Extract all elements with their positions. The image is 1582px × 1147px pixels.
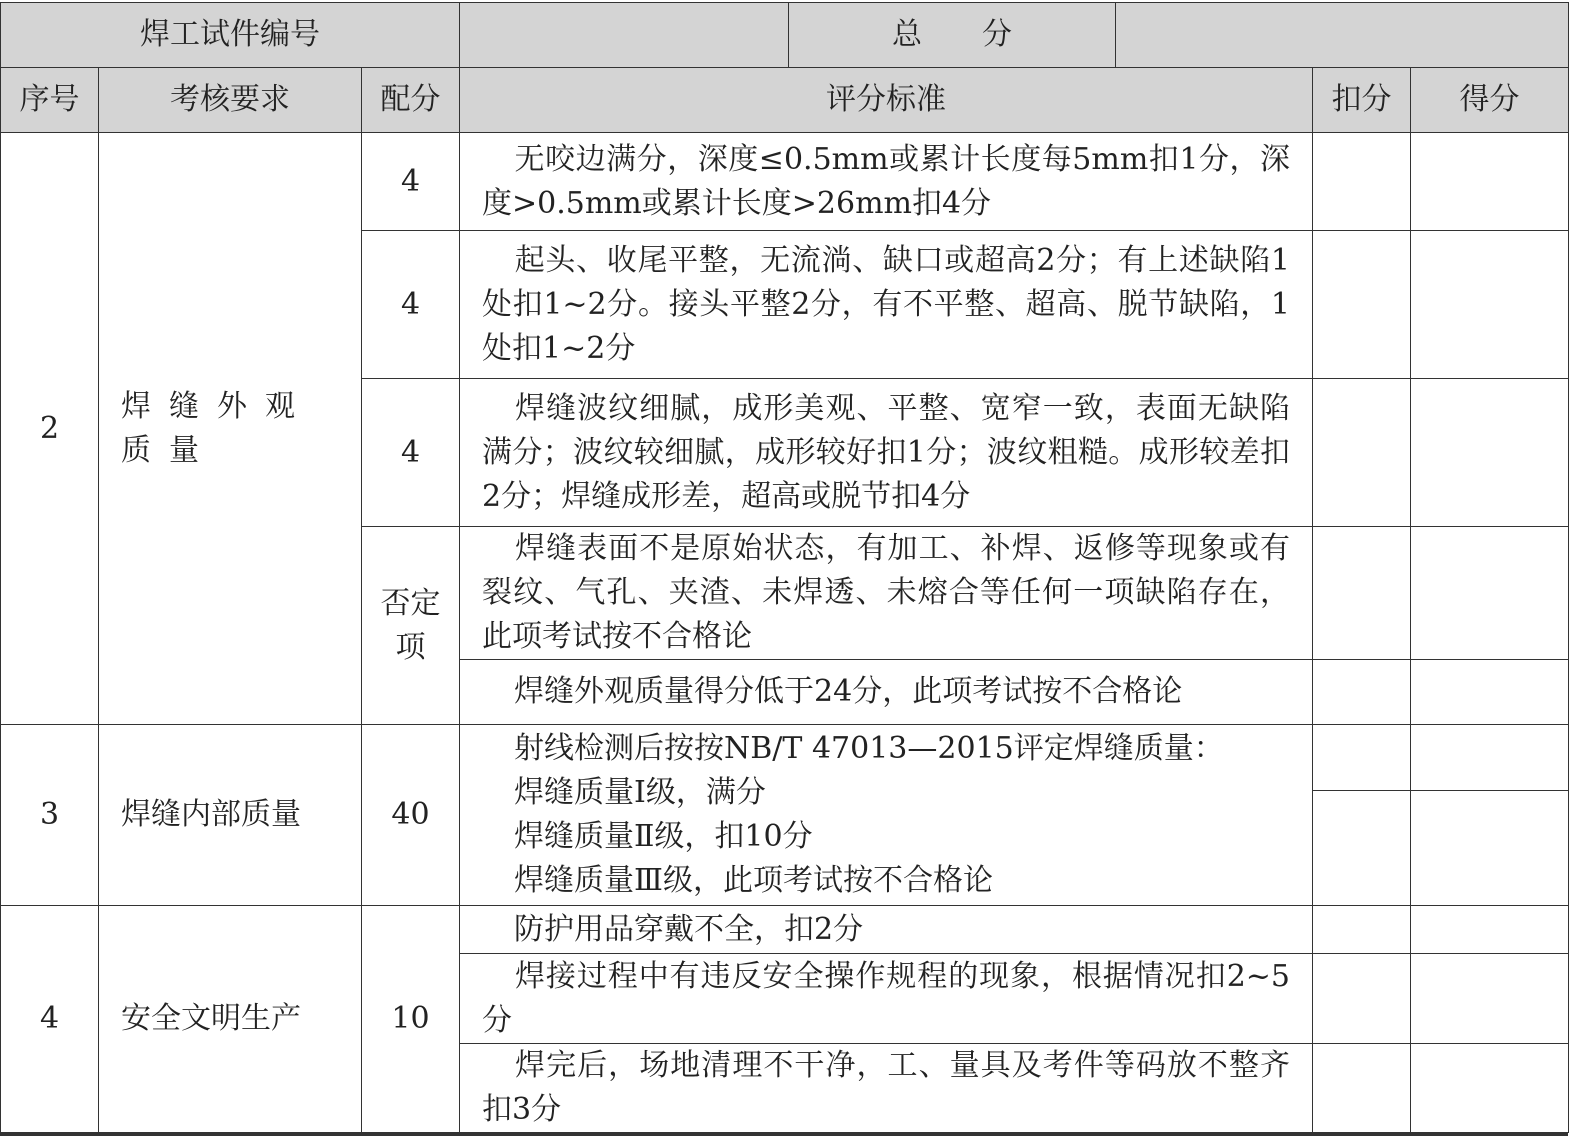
points-cell: 否定项 xyxy=(362,527,460,725)
requirement-text: 焊缝外观质量 xyxy=(121,388,313,468)
deduct-input[interactable] xyxy=(1313,1044,1411,1133)
col-header-seq: 序号 xyxy=(1,68,99,133)
criteria-cell xyxy=(460,1044,1313,1133)
bottom-rule xyxy=(0,1133,1568,1136)
criteria-cell xyxy=(460,379,1313,527)
score-input[interactable] xyxy=(1411,660,1569,725)
requirement-cell xyxy=(99,133,362,725)
score-input[interactable] xyxy=(1411,791,1569,906)
criteria-text: 焊接过程中有违反安全操作规程的现象，根据情况扣2~5分 xyxy=(482,958,1291,1038)
points-cell: 40 xyxy=(362,725,460,906)
criteria-cell xyxy=(460,133,1313,231)
criteria-text: 焊缝表面不是原始状态，有加工、补焊、返修等现象或有裂纹、气孔、夹渣、未焊透、未熔合等任何一项缺陷存在，此项考试按不合格论 xyxy=(482,531,1291,654)
criteria-line: 焊缝质量Ⅰ级，满分 xyxy=(514,775,766,810)
points-cell: 4 xyxy=(362,133,460,231)
deduct-input[interactable] xyxy=(1313,954,1411,1044)
seq-cell: 3 xyxy=(1,725,99,906)
criteria-text: 防护用品穿戴不全，扣2分 xyxy=(514,911,864,947)
criteria-cell xyxy=(460,660,1313,725)
col-header-criteria: 评分标准 xyxy=(460,68,1313,133)
requirement-text: 焊缝内部质量 xyxy=(121,797,301,832)
score-input[interactable] xyxy=(1411,379,1569,527)
criteria-text: 焊缝外观质量得分低于24分，此项考试按不合格论 xyxy=(514,674,1183,709)
criteria-cell xyxy=(460,906,1313,954)
specimen-number-value[interactable] xyxy=(460,3,789,68)
col-header-score: 得分 xyxy=(1411,68,1569,133)
specimen-number-label: 焊工试件编号 xyxy=(1,3,460,68)
col-header-points: 配分 xyxy=(362,68,460,133)
deduct-input[interactable] xyxy=(1313,725,1411,791)
criteria-line: 焊缝质量Ⅱ级，扣10分 xyxy=(514,819,813,854)
table-row xyxy=(1,906,1569,954)
points-cell: 10 xyxy=(362,906,460,1133)
criteria-line: 焊缝质量Ⅲ级，此项考试按不合格论 xyxy=(514,863,993,898)
table-row xyxy=(1,725,1569,791)
score-input[interactable] xyxy=(1411,231,1569,379)
column-header-row xyxy=(1,68,1569,133)
criteria-text: 无咬边满分，深度≤0.5mm或累计长度每5mm扣1分，深度>0.5mm或累计长度>26mm扣4分 xyxy=(482,141,1291,221)
criteria-text: 起头、收尾平整，无流淌、缺口或超高2分；有上述缺陷1处扣1~2分。接头平整2分，有不平整、超高、脱节缺陷，1处扣1~2分 xyxy=(482,242,1291,366)
deduct-input[interactable] xyxy=(1313,133,1411,231)
score-input[interactable] xyxy=(1411,906,1569,954)
scoring-table xyxy=(0,2,1569,1133)
seq-cell: 4 xyxy=(1,906,99,1133)
criteria-cell xyxy=(460,527,1313,660)
score-input[interactable] xyxy=(1411,1044,1569,1133)
deduct-input[interactable] xyxy=(1313,231,1411,379)
criteria-text: 焊缝波纹细腻，成形美观、平整、宽窄一致，表面无缺陷满分；波纹较细腻，成形较好扣1分；波纹粗糙。成形较差扣2分；焊缝成形差，超高或脱节扣4分 xyxy=(482,390,1291,514)
total-score-label: 总 分 xyxy=(789,3,1116,68)
score-input[interactable] xyxy=(1411,527,1569,660)
points-cell: 4 xyxy=(362,231,460,379)
col-header-requirement: 考核要求 xyxy=(99,68,362,133)
requirement-cell xyxy=(99,906,362,1133)
points-cell: 4 xyxy=(362,379,460,527)
requirement-text: 安全文明生产 xyxy=(121,1001,301,1036)
criteria-cell xyxy=(460,231,1313,379)
criteria-line: 射线检测后按按NB/T 47013—2015评定焊缝质量： xyxy=(514,731,1224,766)
requirement-cell xyxy=(99,725,362,906)
criteria-text: 焊完后，场地清理不干净，工、量具及考件等码放不整齐扣3分 xyxy=(482,1048,1291,1127)
seq-cell: 2 xyxy=(1,133,99,725)
col-header-deduct: 扣分 xyxy=(1313,68,1411,133)
deduct-input[interactable] xyxy=(1313,527,1411,660)
deduct-input[interactable] xyxy=(1313,791,1411,906)
score-input[interactable] xyxy=(1411,954,1569,1044)
deduct-input[interactable] xyxy=(1313,660,1411,725)
table-row xyxy=(1,133,1569,231)
deduct-input[interactable] xyxy=(1313,906,1411,954)
header-row xyxy=(1,3,1569,68)
criteria-cell xyxy=(460,725,1313,906)
score-input[interactable] xyxy=(1411,725,1569,791)
total-score-value[interactable] xyxy=(1116,3,1569,68)
deduct-input[interactable] xyxy=(1313,379,1411,527)
criteria-cell xyxy=(460,954,1313,1044)
score-input[interactable] xyxy=(1411,133,1569,231)
